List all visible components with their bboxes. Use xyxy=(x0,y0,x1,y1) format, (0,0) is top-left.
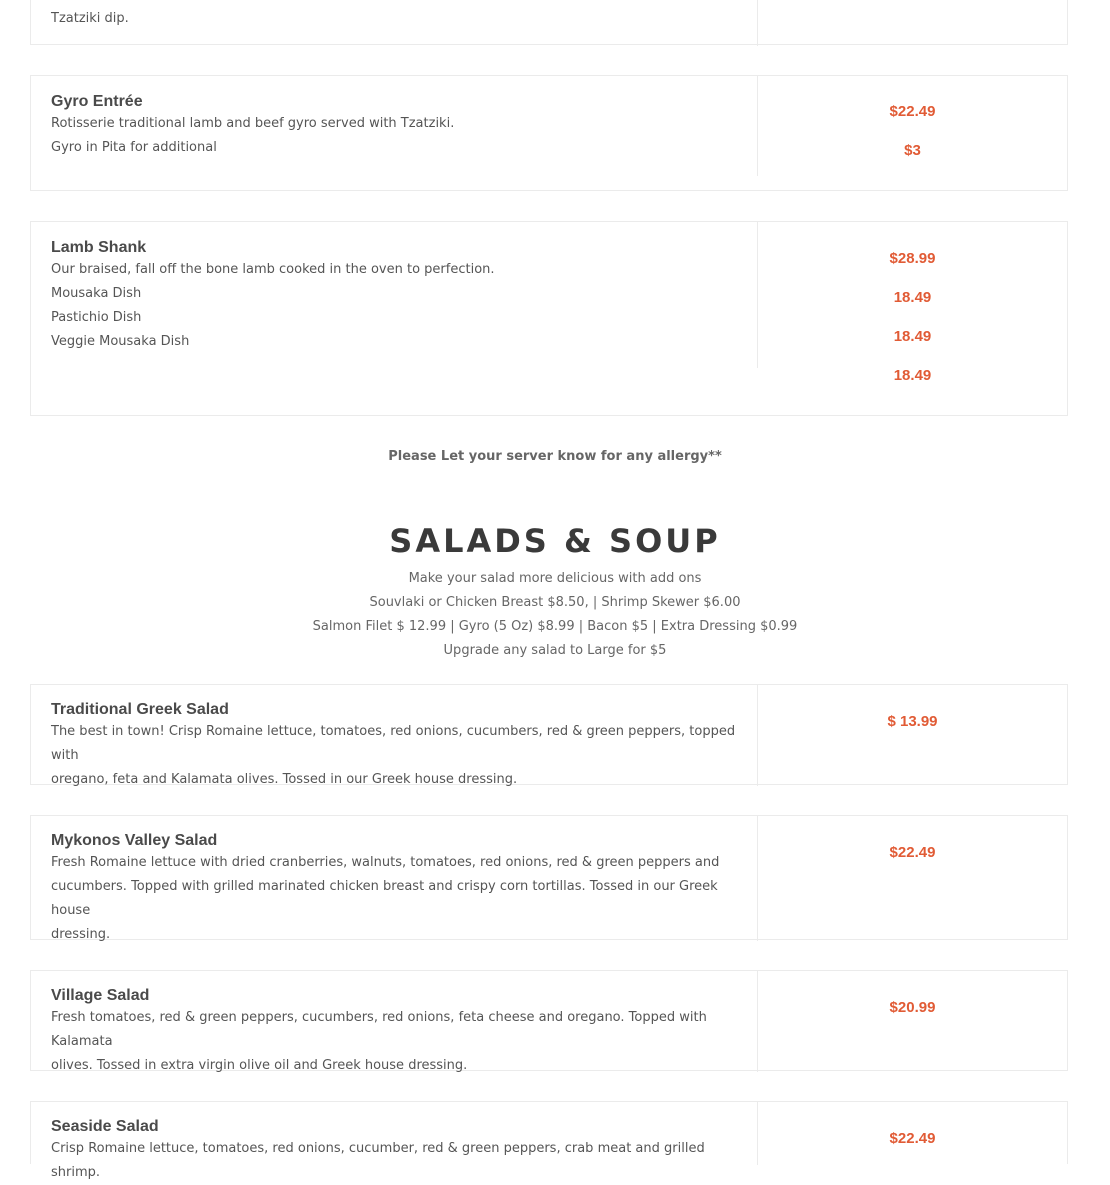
item-price: $20.99 xyxy=(889,999,936,1016)
menu-item-card-partial xyxy=(30,0,1068,45)
item-option: Veggie Mousaka Dish xyxy=(51,334,190,349)
item-option: Pastichio Dish xyxy=(51,310,142,325)
addons-line: Make your salad more delicious with add ons xyxy=(408,571,702,586)
menu-item-lamb-shank xyxy=(30,221,1068,416)
addons-line: Upgrade any salad to Large for $5 xyxy=(443,643,667,658)
item-title: Lamb Shank xyxy=(51,239,147,256)
item-price: $22.49 xyxy=(889,1130,936,1147)
allergy-note: Please Let your server know for any allergy** xyxy=(388,449,722,464)
item-option: Gyro in Pita for additional xyxy=(51,140,217,155)
menu-item-village-salad xyxy=(30,970,1068,1071)
item-title: Village Salad xyxy=(51,987,150,1004)
item-description: Fresh Romaine lettuce with dried cranberries, walnuts, tomatoes, red onions, red & green peppers and xyxy=(51,855,720,870)
item-title: Traditional Greek Salad xyxy=(51,701,229,718)
item-title: Mykonos Valley Salad xyxy=(51,832,218,849)
menu-item-seaside-salad xyxy=(30,1101,1068,1180)
item-description: The best in town! Crisp Romaine lettuce, tomatoes, red onions, cucumbers, red & green peppers, topped with xyxy=(51,724,736,763)
item-description: dressing. xyxy=(51,927,111,942)
addons-info xyxy=(0,567,1110,663)
item-description: olives. Tossed in extra virgin olive oil and Greek house dressing. xyxy=(51,1058,468,1073)
item-price: $ 13.99 xyxy=(887,713,938,730)
addons-line: Souvlaki or Chicken Breast $8.50, | Shrimp Skewer $6.00 xyxy=(369,595,741,610)
item-price: $22.49 xyxy=(889,844,936,861)
item-description: Crisp Romaine lettuce, tomatoes, red onions, cucumber, red & green peppers, crab meat and grilled shrimp. xyxy=(51,1141,705,1180)
item-option-price: $3 xyxy=(904,142,921,159)
item-title: Gyro Entrée xyxy=(51,93,143,110)
item-option-price: 18.49 xyxy=(893,289,932,306)
item-description: Our braised, fall off the bone lamb cooked in the oven to perfection. xyxy=(51,262,495,277)
menu-item-mykonos-salad xyxy=(30,815,1068,940)
item-option-price: 18.49 xyxy=(893,328,932,345)
addons-line: Salmon Filet $ 12.99 | Gyro (5 Oz) $8.99 | Bacon $5 | Extra Dressing $0.99 xyxy=(312,619,798,634)
item-price: $22.49 xyxy=(889,103,936,120)
item-option: Mousaka Dish xyxy=(51,286,142,301)
section-title: SALADS & SOUP xyxy=(389,522,721,560)
item-title: Seaside Salad xyxy=(51,1118,159,1135)
item-description: cucumbers. Topped with grilled marinated chicken breast and crispy corn tortillas. Tossed in our Greek house xyxy=(51,879,718,918)
item-description: Fresh tomatoes, red & green peppers, cucumbers, red onions, feta cheese and oregano. Topped with Kalamata xyxy=(51,1010,707,1049)
item-price: $28.99 xyxy=(889,250,936,267)
item-description: Rotisserie traditional lamb and beef gyro served with Tzatziki. xyxy=(51,116,455,131)
item-option-price: 18.49 xyxy=(893,367,932,384)
item-description: oregano, feta and Kalamata olives. Tossed in our Greek house dressing. xyxy=(51,772,518,787)
item-description: Tzatziki dip. xyxy=(51,11,129,26)
menu-item-gyro-entree xyxy=(30,75,1068,191)
card-divider xyxy=(757,0,758,46)
menu-item-greek-salad xyxy=(30,684,1068,785)
